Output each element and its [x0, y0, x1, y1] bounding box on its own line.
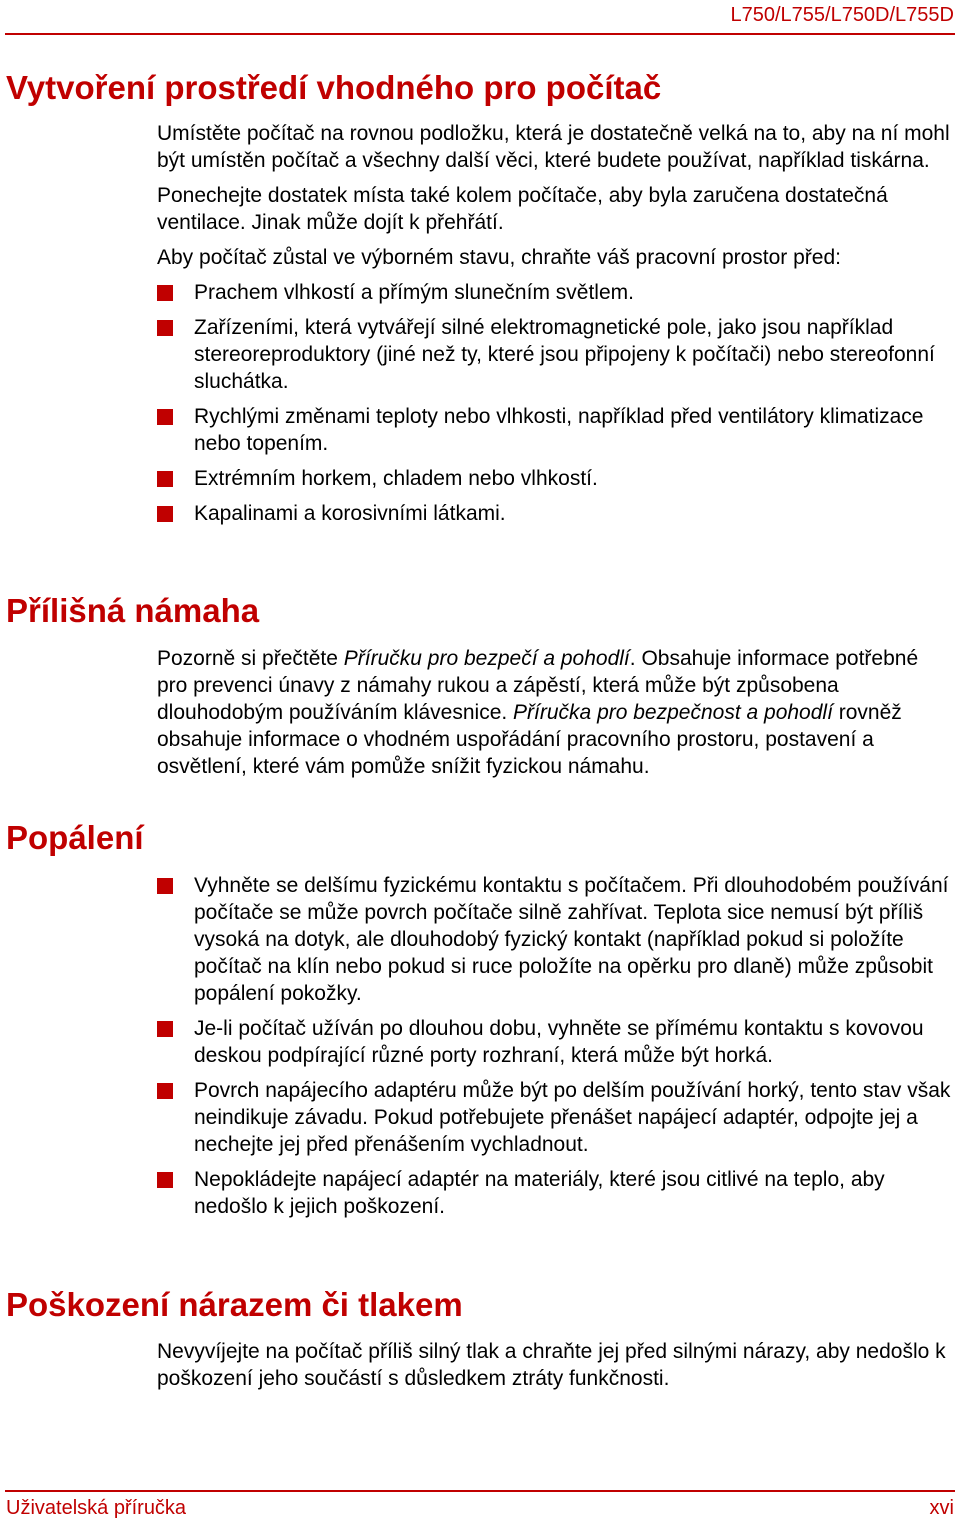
page-number: xvi: [929, 1497, 954, 1519]
section-title-burns: Popálení: [6, 819, 144, 856]
square-bullet-icon: [157, 285, 173, 301]
section-title-strain: Přílišná námaha: [6, 592, 260, 629]
list-item-text: Extrémním horkem, chladem nebo vlhkostí.: [194, 467, 598, 490]
header-rule: [5, 33, 955, 35]
section-title-environment: Vytvoření prostředí vhodného pro počítač: [6, 69, 662, 106]
square-bullet-icon: [157, 1172, 173, 1188]
header-model: L750/L755/L750D/L755D: [730, 4, 954, 26]
list-item-text: Kapalinami a korosivními látkami.: [194, 502, 506, 525]
list-item: [157, 1015, 954, 1069]
list-item: [157, 279, 954, 306]
square-bullet-icon: [157, 320, 173, 336]
list-item: [157, 500, 954, 527]
document-reference: Příručka pro bezpečnost a pohodlí: [513, 701, 833, 724]
list-item-text: Prachem vlhkostí a přímým slunečním světlem.: [194, 281, 634, 304]
document-reference: Příručku pro bezpečí a pohodlí: [343, 647, 630, 670]
section-body-burns: [157, 872, 954, 1228]
list-item: [157, 403, 954, 457]
text-run: Pozorně si přečtěte: [157, 647, 344, 670]
list-item-text: Rychlými změnami teploty nebo vlhkosti, například před ventilátory klimatizace nebo topením.: [194, 405, 924, 455]
list-item-text: Je-li počítač užíván po dlouhou dobu, vyhněte se přímému kontaktu s kovovou deskou podpírající různé porty rozhraní, která může být horká.: [194, 1017, 924, 1067]
square-bullet-icon: [157, 506, 173, 522]
list-item: [157, 465, 954, 492]
paragraph: [157, 645, 954, 780]
list-item: [157, 872, 954, 1007]
list-item-text: Nepokládejte napájecí adaptér na materiály, které jsou citlivé na teplo, aby nedošlo k jejich poškození.: [194, 1168, 885, 1218]
paragraph: Aby počítač zůstal ve výborném stavu, chraňte váš pracovní prostor před:: [157, 246, 841, 269]
section-body-pressure: [157, 1338, 954, 1400]
list-item-text: Zařízeními, která vytvářejí silné elektromagnetické pole, jako jsou například stereoreproduktory (jiné než ty, které jsou připojeny k počítači) nebo stereofonní sluchátka.: [194, 316, 935, 393]
list-item-text: Vyhněte se delšímu fyzickému kontaktu s počítačem. Při dlouhodobém používání počítače se může povrch počítače silně zahřívat. Teplota sice nemusí být příliš vysoká na dotyk, ale dlouhodobý fyzický kontakt (například pokud si položíte počítač na klín nebo pokud si ruce položíte na opěrku pro dlaně) může způsobit popálení pokožky.: [194, 874, 949, 1005]
paragraph: Ponechejte dostatek místa také kolem počítače, aby byla zaručena dostatečná ventilace. Jinak může dojít k přehřátí.: [157, 184, 888, 234]
list-item: [157, 1166, 954, 1220]
paragraph: Umístěte počítač na rovnou podložku, která je dostatečně velká na to, aby na ní mohl být umístěn počítač a všechny další věci, které budete používat, například tiskárna.: [157, 122, 950, 172]
section-body-strain: [157, 645, 954, 788]
section-body-environment: [157, 120, 954, 535]
square-bullet-icon: [157, 409, 173, 425]
footer-manual-title: Uživatelská příručka: [6, 1497, 187, 1519]
list-item: [157, 314, 954, 395]
square-bullet-icon: [157, 1021, 173, 1037]
square-bullet-icon: [157, 878, 173, 894]
paragraph: Nevyvíjejte na počítač příliš silný tlak a chraňte jej před silnými nárazy, aby nedošlo k poškození jeho součástí s důsledkem ztráty funkčnosti.: [157, 1340, 946, 1390]
square-bullet-icon: [157, 471, 173, 487]
bullet-list: [157, 872, 954, 1220]
square-bullet-icon: [157, 1083, 173, 1099]
text-run: . Obsahuje informace potřebné pro prevenci únavy z námahy rukou a zápěstí, která může být způsobena dlouhodobým používáním klávesnice.: [157, 647, 919, 724]
list-item-text: Povrch napájecího adaptéru může být po delším používání horký, tento stav však neindikuje závadu. Pokud potřebujete přenášet napájecí adaptér, odpojte jej a nechejte jej před přenášením vychladnout.: [194, 1079, 951, 1156]
list-item: [157, 1077, 954, 1158]
bullet-list: [157, 279, 954, 527]
text-run: rovněž obsahuje informace o vhodném uspořádání pracovního prostoru, postavení a osvětlení, které vám pomůže snížit fyzickou námahu.: [157, 701, 902, 778]
section-title-pressure: Poškození nárazem či tlakem: [6, 1286, 463, 1323]
footer-rule: [5, 1490, 955, 1492]
